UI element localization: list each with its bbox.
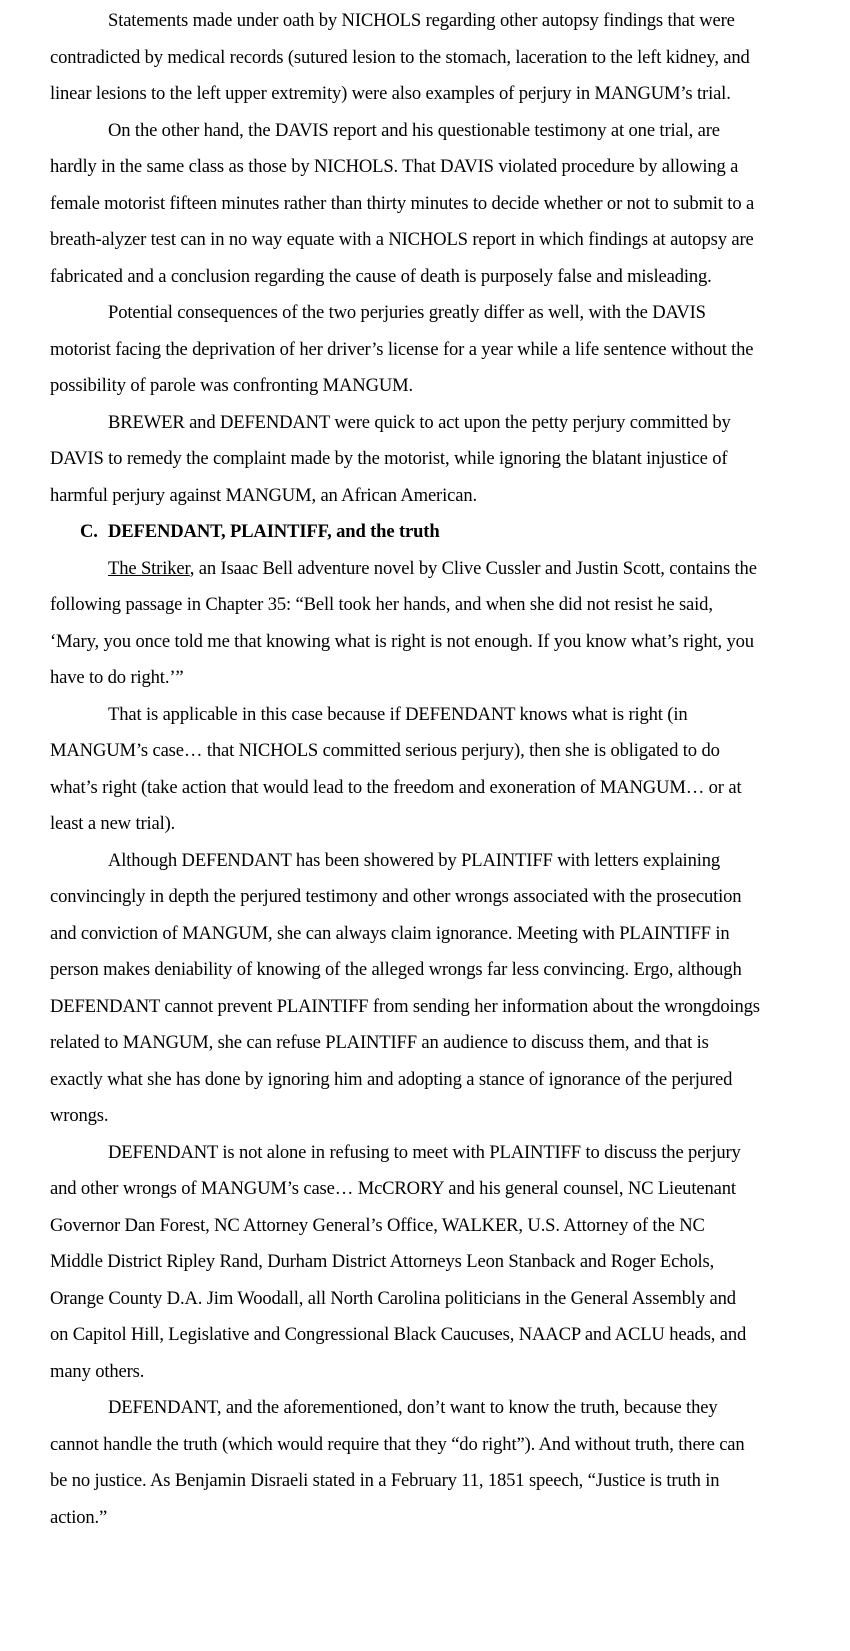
paragraph-applicable-line-3: what’s right (take action that would lead to the freedom and exoneration of MANGUM… or at [50,777,742,798]
paragraph-davis-line-3: female motorist fifteen minutes rather than thirty minutes to decide whether or not to submit to a [50,193,755,214]
paragraph-not-alone-line-4: Middle District Ripley Rand, Durham District Attorneys Leon Stanback and Roger Echols, [50,1251,715,1272]
paragraph-not-alone-line-7: many others. [50,1361,145,1382]
paragraph-although-line-3: and conviction of MANGUM, she can always claim ignorance. Meeting with PLAINTIFF in [50,923,730,944]
paragraph-although-line-8: wrongs. [50,1105,109,1126]
paragraph-applicable-line-2: MANGUM’s case… that NICHOLS committed serious perjury), then she is obligated to do [50,740,720,761]
paragraph-consequences-line-3: possibility of parole was confronting MANGUM. [50,375,414,396]
paragraph-consequences-line-1: Potential consequences of the two perjuries greatly differ as well, with the DAVIS [108,302,706,323]
paragraph-truth-line-1: DEFENDANT, and the aforementioned, don’t want to know the truth, because they [108,1397,718,1418]
paragraph-davis-line-4: breath-alyzer test can in no way equate with a NICHOLS report in which findings at autopsy are [50,229,754,250]
paragraph-not-alone-line-2: and other wrongs of MANGUM’s case… McCRORY and his general counsel, NC Lieutenant [50,1178,736,1199]
paragraph-although-line-6: related to MANGUM, she can refuse PLAINTIFF an audience to discuss them, and that is [50,1032,709,1053]
paragraph-although-line-7: exactly what she has done by ignoring him and adopting a stance of ignorance of the perjured [50,1069,733,1090]
paragraph-striker-line-1-rest: , an Isaac Bell adventure novel by Clive Cussler and Justin Scott, contains the [189,558,757,579]
paragraph-davis-line-2: hardly in the same class as those by NICHOLS. That DAVIS violated procedure by allowing a [50,156,739,177]
paragraph-although-line-2: convincingly in depth the perjured testimony and other wrongs associated with the prosecution [50,886,742,907]
paragraph-although-line-4: person makes deniability of knowing of the alleged wrongs far less convincing. Ergo, although [50,959,742,980]
paragraph-consequences-line-2: motorist facing the deprivation of her driver’s license for a year while a life sentence without the [50,339,754,360]
section-heading-text: DEFENDANT, PLAINTIFF, and the truth [108,521,440,542]
paragraph-nichols-line-3: linear lesions to the left upper extremity) were also examples of perjury in MANGUM’s trial. [50,83,731,104]
paragraph-striker-line-4: have to do right.’” [50,667,184,688]
paragraph-nichols-line-2: contradicted by medical records (sutured lesion to the stomach, laceration to the left kidney, and [50,47,750,68]
paragraph-not-alone-line-6: on Capitol Hill, Legislative and Congressional Black Caucuses, NAACP and ACLU heads, and [50,1324,747,1345]
paragraph-not-alone-line-5: Orange County D.A. Jim Woodall, all North Carolina politicians in the General Assembly and [50,1288,736,1309]
paragraph-nichols-line-1: Statements made under oath by NICHOLS regarding other autopsy findings that were [108,10,735,31]
paragraph-brewer-line-3: harmful perjury against MANGUM, an African American. [50,485,477,506]
paragraph-although-line-5: DEFENDANT cannot prevent PLAINTIFF from sending her information about the wrongdoings [50,996,760,1017]
paragraph-brewer-line-2: DAVIS to remedy the complaint made by the motorist, while ignoring the blatant injustice of [50,448,728,469]
paragraph-truth-line-2: cannot handle the truth (which would require that they “do right”). And without truth, there can [50,1434,745,1455]
paragraph-applicable-line-1: That is applicable in this case because if DEFENDANT knows what is right (in [108,704,688,725]
section-heading-label: C. [80,521,98,542]
book-title: The Striker [108,558,190,579]
paragraph-truth-line-3: be no justice. As Benjamin Disraeli stated in a February 11, 1851 speech, “Justice is truth in [50,1470,720,1491]
paragraph-not-alone-line-1: DEFENDANT is not alone in refusing to meet with PLAINTIFF to discuss the perjury [108,1142,741,1163]
paragraph-davis-line-5: fabricated and a conclusion regarding the cause of death is purposely false and misleading. [50,266,712,287]
section-heading [80,521,440,543]
paragraph-truth-line-4: action.” [50,1507,108,1528]
paragraph-striker-line-1 [108,558,757,580]
paragraph-striker-line-3: ‘Mary, you once told me that knowing what is right is not enough. If you know what’s right, you [50,631,754,652]
paragraph-although-line-1: Although DEFENDANT has been showered by PLAINTIFF with letters explaining [108,850,721,871]
paragraph-not-alone-line-3: Governor Dan Forest, NC Attorney General’s Office, WALKER, U.S. Attorney of the NC [50,1215,705,1236]
paragraph-applicable-line-4: least a new trial). [50,813,176,834]
paragraph-brewer-line-1: BREWER and DEFENDANT were quick to act upon the petty perjury committed by [108,412,731,433]
paragraph-striker-line-2: following passage in Chapter 35: “Bell took her hands, and when she did not resist he said, [50,594,713,615]
paragraph-davis-line-1: On the other hand, the DAVIS report and his questionable testimony at one trial, are [108,120,720,141]
